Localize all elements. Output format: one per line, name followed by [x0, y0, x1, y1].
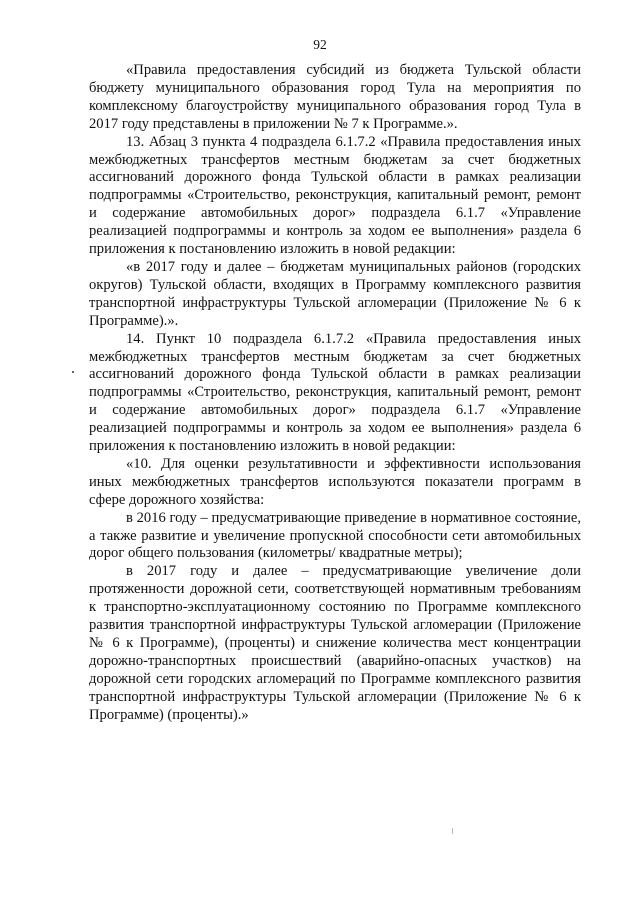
- paragraph-item-13: 13. Абзац 3 пункта 4 подраздела 6.1.7.2 «Правила предоставления иных межбюджетных трансфертов местным бюджетам за счет бюджетных ассигнований дорожного фонда Тульской области в рамках реализации подпрограммы «Строительство, реконструкция, капитальный ремонт, ремонт и содержание автомобильных дорог» подраздела 6.1.7 «Управление реализацией подпрограммы и контроль за ходом ее выполнения» раздела 6 приложения к постановлению изложить в новой редакции:: [89, 133, 581, 258]
- page-number: 92: [313, 37, 327, 52]
- paragraph-point-10: «10. Для оценки результативности и эффективности использования иных межбюджетных трансфертов используются показатели программ в сфере дорожного хозяйства:: [89, 455, 581, 508]
- scan-artifact: [452, 828, 453, 834]
- paragraph-item-14: 14. Пункт 10 подраздела 6.1.7.2 «Правила предоставления иных межбюджетных трансфертов местным бюджетам за счет бюджетных ассигнований дорожного фонда Тульской области в рамках реализации подпрограммы «Строительство, реконструкция, капитальный ремонт, ремонт и содержание автомобильных дорог» подраздела 6.1.7 «Управление реализацией подпрограммы и контроль за ходом ее выполнения» раздела 6 приложения к постановлению изложить в новой редакции:: [89, 330, 581, 455]
- margin-mark: [72, 371, 74, 373]
- document-body: [89, 62, 581, 725]
- paragraph-2017-indicators: в 2017 году и далее – предусматривающие увеличение доли протяженности дорожной сети, соответствующей нормативным требованиям к транспортно-эксплуатационному состоянию по Программе комплексного развития транспортной инфраструктуры Тульской агломерации (Приложение № 6 к Программе), (проценты) и снижение количества мест концентрации дорожно-транспортных происшествий (аварийно-опасных участков) на дорожной сети городских агломераций по Программе комплексного развития транспортной инфраструктуры Тульской агломерации (Приложение № 6 к Программе) (проценты).»: [89, 563, 581, 723]
- paragraph-item-13-new-text: «в 2017 году и далее – бюджетам муниципальных районов (городских округов) Тульской области, входящих в Программу комплексного развития транспортной инфраструктуры Тульской агломерации (Приложение № 6 к Программе).».: [89, 258, 581, 329]
- paragraph-2016-indicators: в 2016 году – предусматривающие приведение в нормативное состояние, а также развитие и увеличение пропускной способности сети автомобильных дорог общего пользования (километры/ квадратные метры);: [89, 509, 581, 562]
- paragraph-subsidy-rules: «Правила предоставления субсидий из бюджета Тульской области бюджету муниципального образования город Тула на мероприятия по комплексному благоустройству муниципального образования город Тула в 2017 году представлены в приложении № 7 к Программе.».: [89, 62, 581, 132]
